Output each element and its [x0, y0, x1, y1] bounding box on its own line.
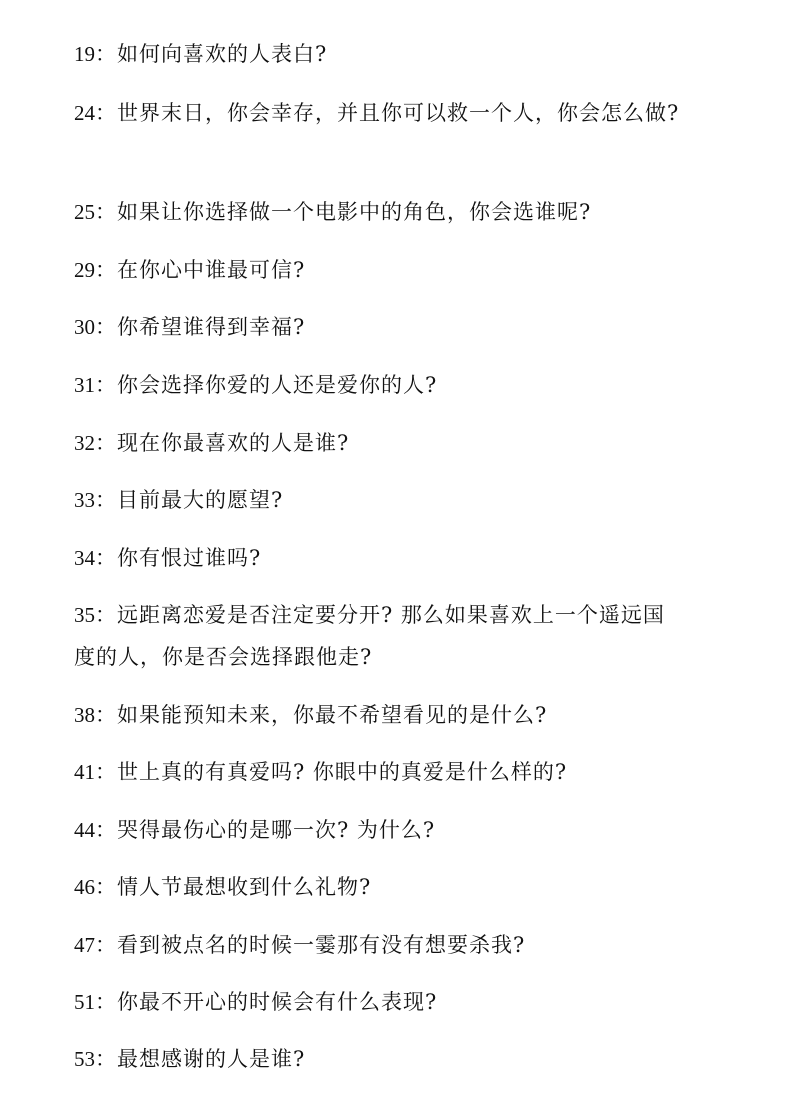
question-35	[74, 601, 665, 629]
question-29	[74, 256, 305, 284]
question-30	[74, 313, 305, 341]
question-number: 44	[74, 818, 95, 842]
question-text: 情人节最想收到什么礼物?	[117, 875, 372, 899]
question-text: 看到被点名的时候一霎那有没有想要杀我?	[117, 933, 526, 957]
separator: ：	[95, 603, 117, 627]
question-number: 34	[74, 546, 95, 570]
separator: ：	[95, 200, 117, 224]
question-number: 53	[74, 1047, 95, 1071]
separator: ：	[95, 875, 117, 899]
question-44	[74, 816, 435, 844]
question-text-continuation: 度的人，你是否会选择跟他走?	[74, 645, 373, 669]
question-number: 19	[74, 42, 95, 66]
question-text: 远距离恋爱是否注定要分开? 那么如果喜欢上一个遥远国	[117, 603, 665, 627]
question-text: 在你心中谁最可信?	[117, 258, 306, 282]
separator: ：	[95, 990, 117, 1014]
question-number: 31	[74, 373, 95, 397]
question-number: 30	[74, 315, 95, 339]
question-number: 38	[74, 703, 95, 727]
separator: ：	[95, 258, 117, 282]
question-number: 47	[74, 933, 95, 957]
question-text: 目前最大的愿望?	[117, 488, 284, 512]
question-32	[74, 429, 349, 457]
question-number: 51	[74, 990, 95, 1014]
separator: ：	[95, 760, 117, 784]
question-53	[74, 1045, 305, 1073]
question-41	[74, 758, 567, 786]
question-text: 如果能预知未来，你最不希望看见的是什么?	[117, 703, 548, 727]
question-number: 35	[74, 603, 95, 627]
question-number: 24	[74, 101, 95, 125]
question-31	[74, 371, 437, 399]
separator: ：	[95, 703, 117, 727]
question-number: 25	[74, 200, 95, 224]
question-34	[74, 544, 261, 572]
question-35-continuation	[74, 643, 372, 671]
separator: ：	[95, 546, 117, 570]
question-number: 29	[74, 258, 95, 282]
question-text: 世界末日，你会幸存，并且你可以救一个人，你会怎么做?	[117, 101, 680, 125]
question-51	[74, 988, 437, 1016]
question-19	[74, 40, 327, 68]
separator: ：	[95, 818, 117, 842]
question-24	[74, 99, 679, 127]
question-number: 46	[74, 875, 95, 899]
question-number: 33	[74, 488, 95, 512]
separator: ：	[95, 1047, 117, 1071]
separator: ：	[95, 101, 117, 125]
question-text: 现在你最喜欢的人是谁?	[117, 431, 350, 455]
separator: ：	[95, 315, 117, 339]
question-number: 32	[74, 431, 95, 455]
question-38	[74, 701, 547, 729]
question-text: 你最不开心的时候会有什么表现?	[117, 990, 438, 1014]
question-text: 你会选择你爱的人还是爱你的人?	[117, 373, 438, 397]
separator: ：	[95, 933, 117, 957]
separator: ：	[95, 42, 117, 66]
question-text: 如何向喜欢的人表白?	[117, 42, 328, 66]
question-text: 最想感谢的人是谁?	[117, 1047, 306, 1071]
question-text: 你有恨过谁吗?	[117, 546, 262, 570]
question-text: 如果让你选择做一个电影中的角色，你会选谁呢?	[117, 200, 592, 224]
question-text: 你希望谁得到幸福?	[117, 315, 306, 339]
question-text: 哭得最伤心的是哪一次? 为什么?	[117, 818, 436, 842]
separator: ：	[95, 488, 117, 512]
question-text: 世上真的有真爱吗? 你眼中的真爱是什么样的?	[117, 760, 568, 784]
separator: ：	[95, 431, 117, 455]
question-25	[74, 198, 591, 226]
question-46	[74, 873, 371, 901]
separator: ：	[95, 373, 117, 397]
question-47	[74, 931, 525, 959]
question-33	[74, 486, 283, 514]
question-number: 41	[74, 760, 95, 784]
